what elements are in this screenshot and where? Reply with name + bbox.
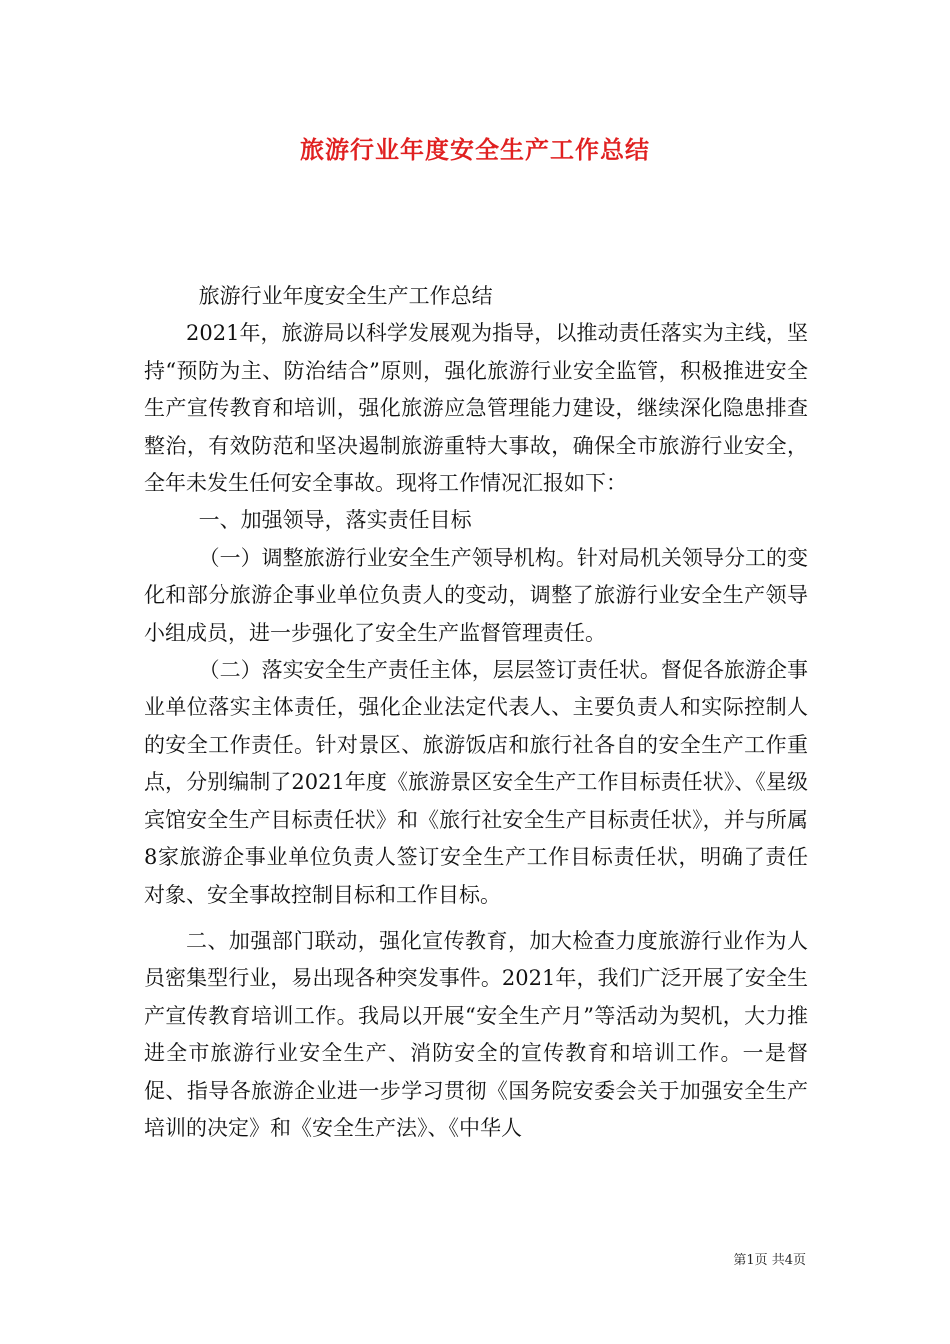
paragraph-subtitle: 旅游行业年度安全生产工作总结 <box>198 284 493 308</box>
paragraph-section-2: 二、加强部门联动，强化宣传教育，加大检查力度旅游行业作为人员密集型行业，易出现各种突发事件。2021年，我们广泛开展了安全生产宣传教育培训工作。我局以开展“安全生产月”等活动为契机，大力推进全市旅游行业安全生产、消防安全的宣传教育和培训工作。一是督促、指导各旅游企业进一步学习贯彻《国务院安委会关于加强安全生产培训的决定》和《安全生产法》、《中华人 <box>144 928 808 1140</box>
paragraph-intro: 2021年，旅游局以科学发展观为指导，以推动责任落实为主线，坚持“预防为主、防治结合”原则，强化旅游行业安全监管，积极推进安全生产宣传教育和培训，强化旅游应急管理能力建设，继续深化隐患排查整治，有效防范和坚决遏制旅游重特大事故，确保全市旅游行业安全，全年未发生任何安全事故。现将工作情况汇报如下： <box>144 321 808 496</box>
page-number: 第1页 共4页 <box>733 1253 806 1268</box>
paragraph-1-2: （二）落实安全生产责任主体，层层签订责任状。督促各旅游企事业单位落实主体责任，强化企业法定代表人、主要负责人和实际控制人的安全工作责任。针对景区、旅游饭店和旅行社各自的安全生产工作重点，分别编制了2021年度《旅游景区安全生产工作目标责任状》、《星级宾馆安全生产目标责任状》和《旅行社安全生产目标责任状》，并与所属8家旅游企事业单位负责人签订安全生产工作目标责任状，明确了责任对象、安全事故控制目标和工作目标。 <box>144 658 808 907</box>
section-heading-1: 一、加强领导，落实责任目标 <box>198 508 472 533</box>
paragraph-1-1: （一）调整旅游行业安全生产领导机构。针对局机关领导分工的变化和部分旅游企事业单位负责人的变动，调整了旅游行业安全生产领导小组成员，进一步强化了安全生产监督管理责任。 <box>144 545 808 645</box>
document-body <box>144 278 808 1147</box>
document-title: 旅游行业年度安全生产工作总结 <box>300 135 650 164</box>
